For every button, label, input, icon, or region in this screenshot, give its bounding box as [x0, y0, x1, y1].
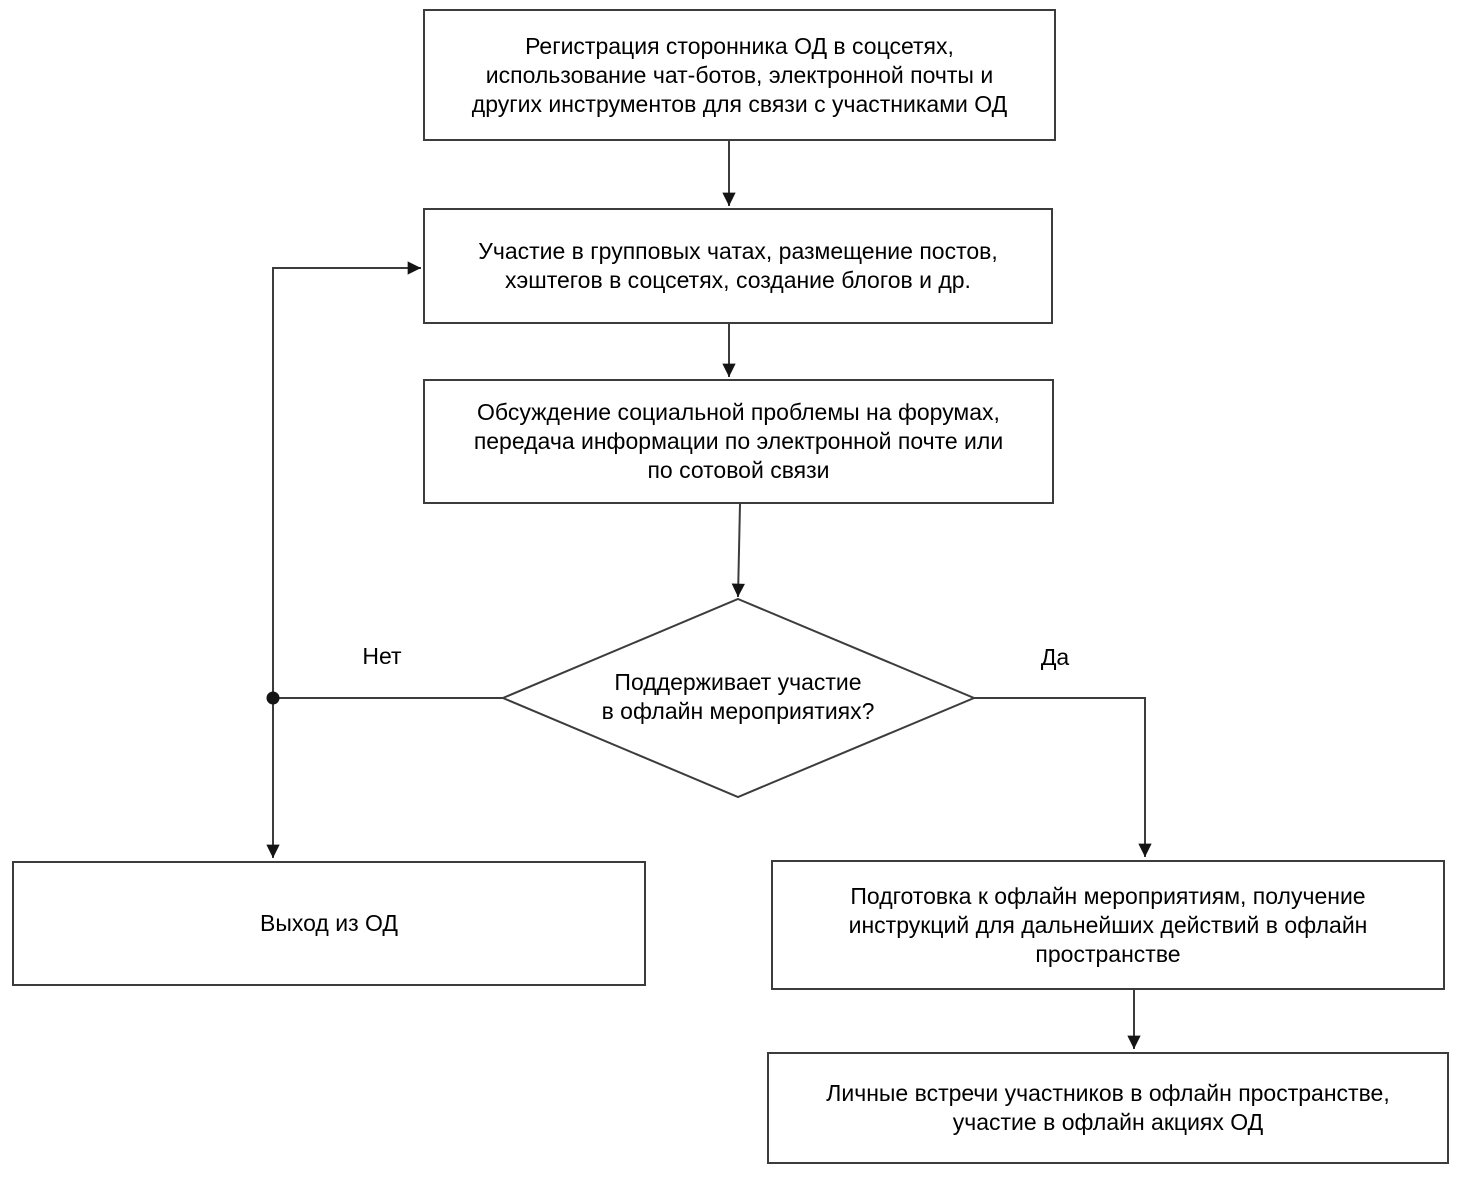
node-discussion [423, 379, 1054, 504]
decision-diamond-label: Поддерживает участие в офлайн мероприятиях? [601, 669, 875, 724]
node-registration-text: Регистрация сторонника ОД в соцсетях, использование чат-ботов, электронной почты и других инструментов для связи с участниками ОД [471, 32, 1008, 117]
node-exit [12, 861, 646, 986]
node-online-participation [423, 208, 1053, 324]
node-online-participation-text: Участие в групповых чатах, размещение постов, хэштегов в соцсетях, создание блогов и др. [478, 238, 998, 293]
node-preparation-text: Подготовка к офлайн мероприятиям, получение инструкций для дальнейших действий в офлайн пространстве [848, 882, 1368, 967]
edge-label-yes: Да [1040, 644, 1070, 670]
junction-dot [267, 692, 280, 705]
node-offline-meetings [767, 1052, 1449, 1164]
node-offline-meetings-text: Личные встречи участников в офлайн пространстве, участие в офлайн акциях ОД [826, 1080, 1390, 1135]
node-exit-text: Выход из ОД [260, 910, 398, 936]
edge-no-feedback-to-participation [273, 268, 421, 698]
edge-label-no: Нет [362, 643, 402, 669]
edge-decision-yes-to-preparation [974, 698, 1145, 857]
node-discussion-text: Обсуждение социальной проблемы на форумах, передача информации по электронной почте или по сотовой связи [473, 399, 1004, 483]
edge-discussion-to-decision [738, 504, 740, 597]
node-registration [423, 9, 1056, 141]
node-preparation [771, 860, 1445, 990]
